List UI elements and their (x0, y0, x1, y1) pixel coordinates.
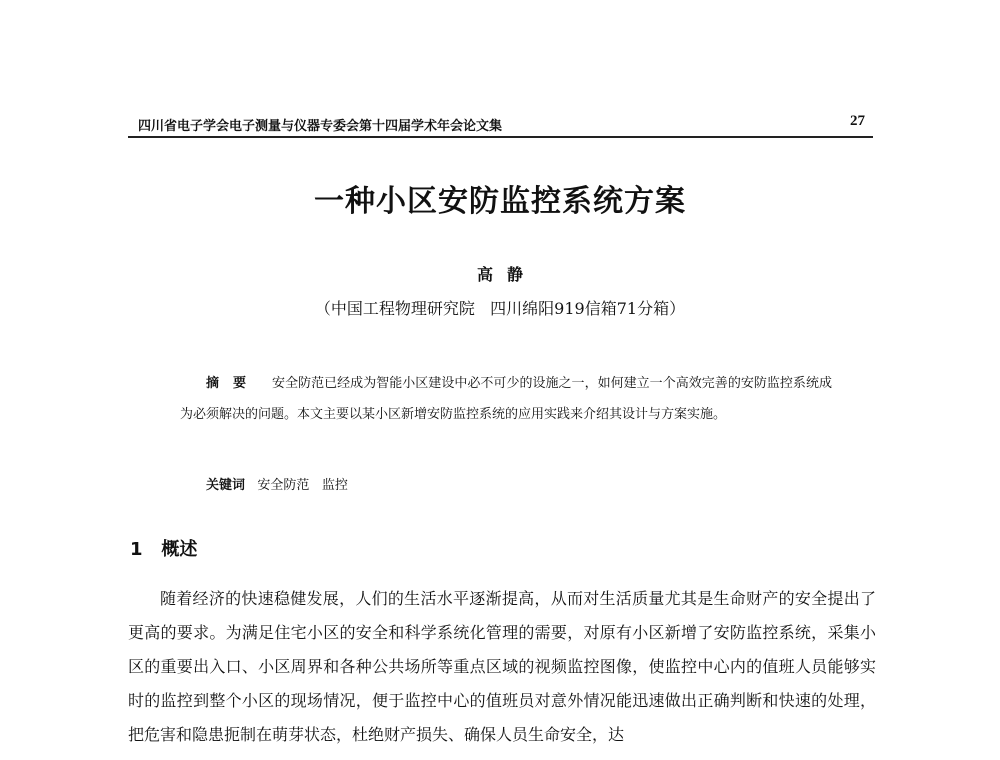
abstract (180, 368, 832, 430)
keywords-text: 安全防范 监控 (257, 478, 348, 493)
page-number: 27 (850, 113, 865, 129)
body-paragraph: 随着经济的快速稳健发展，人们的生活水平逐渐提高，从而对生活质量尤其是生命财产的安全提出了更高的要求。为满足住宅小区的安全和科学系统化管理的需要，对原有小区新增了安防监控系统，采集小区的重要出入口、小区周界和各种公共场所等重点区域的视频监控图像，使监控中心内的值班人员能够实时的监控到整个小区的现场情况，便于监控中心的值班员对意外情况能迅速做出正确判断和快速的处理，把危害和隐患扼制在萌芽状态，杜绝财产损失、确保人员生命安全，达 (128, 589, 876, 744)
keywords (206, 474, 348, 493)
abstract-text: 安全防范已经成为智能小区建设中必不可少的设施之一，如何建立一个高效完善的安防监控系统成为必须解决的问题。本文主要以某小区新增安防监控系统的应用实践来介绍其设计与方案实施。 (180, 376, 832, 422)
journal-title: 四川省电子学会电子测量与仪器专委会第十四届学术年会论文集 (138, 119, 503, 134)
abstract-label: 摘要 (206, 376, 261, 391)
section-heading: 1 概述 (130, 539, 198, 560)
running-header (128, 113, 873, 135)
paper-title: 一种小区安防监控系统方案 (314, 184, 686, 219)
author-affiliation: （中国工程物理研究院 四川绵阳919信箱71分箱） (314, 299, 686, 318)
keywords-label: 关键词 (206, 478, 246, 493)
header-rule (128, 136, 873, 138)
author-name: 高静 (476, 265, 537, 284)
